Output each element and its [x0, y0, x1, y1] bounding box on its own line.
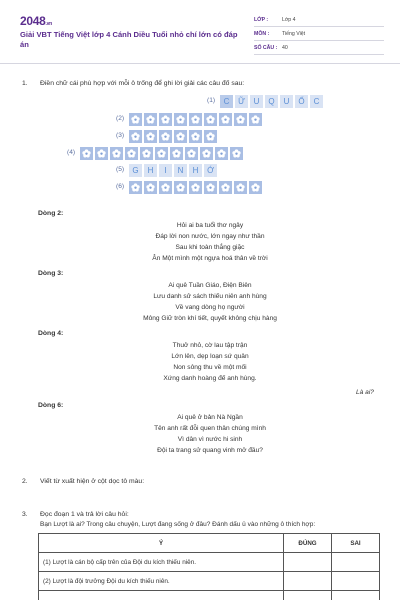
true-checkbox-cell[interactable] [284, 553, 332, 571]
letter-cell[interactable]: Ớ [204, 164, 217, 177]
flower-icon [131, 183, 140, 192]
letter-cell[interactable]: C [310, 95, 323, 108]
question-3-instruction: Bạn Lượt là ai? Trong câu chuyện, Lượt đang sống ở đâu? Đánh dấu ü vào những ô thích hợp: [40, 521, 316, 528]
table-row [39, 572, 379, 591]
poem-line: Tên anh rất đỗi quen thân chúng mình [154, 425, 266, 432]
blank-cell[interactable] [189, 130, 202, 143]
flower-icon [176, 132, 185, 141]
poem-line: Ai quê Tuần Giáo, Điện Biên [168, 282, 252, 289]
blank-cell[interactable] [230, 147, 243, 160]
blank-cell[interactable] [110, 147, 123, 160]
blank-cell[interactable] [174, 181, 187, 194]
question-number: 2. [22, 478, 28, 485]
flower-icon [251, 183, 260, 192]
question-number: 3. [22, 511, 28, 518]
flower-icon [127, 149, 136, 158]
blank-cell[interactable] [159, 113, 172, 126]
flower-icon [191, 132, 200, 141]
letter-cell[interactable]: Q [265, 95, 278, 108]
riddle-question: Là ai? [356, 389, 374, 396]
blank-cell[interactable] [144, 130, 157, 143]
meta-key: LỚP : [254, 16, 269, 23]
poem-line: Về vang dòng họ người [175, 304, 245, 311]
row-statement: (2) Lượt là đội trưởng Đội du kích thiếu niên. [39, 572, 284, 590]
document-header [0, 0, 400, 64]
blank-cell[interactable] [174, 113, 187, 126]
flower-icon [236, 115, 245, 124]
poem-line: Đội ta trang sử quang vinh mở đầu? [157, 447, 263, 454]
poem-line: Vì dân vì nước hi sinh [177, 436, 243, 443]
flower-icon [206, 183, 215, 192]
flower-icon [221, 183, 230, 192]
letter-cell[interactable]: I [159, 164, 172, 177]
blank-cell[interactable] [204, 181, 217, 194]
blank-cell[interactable] [234, 181, 247, 194]
blank-cell[interactable] [174, 130, 187, 143]
flower-icon [202, 149, 211, 158]
poem-line: Đáp lời non nước, lớn ngay như thần [155, 233, 265, 240]
flower-icon [146, 115, 155, 124]
crossword-grid [0, 95, 400, 195]
blank-cell[interactable] [204, 130, 217, 143]
blank-cell[interactable] [159, 181, 172, 194]
table-row [39, 591, 379, 600]
question-text: Đọc đoạn 1 và trả lời câu hỏi: [40, 511, 129, 518]
poem-line: Thuở nhỏ, cờ lau tập trận [172, 342, 248, 349]
blank-cell[interactable] [144, 181, 157, 194]
letter-cell[interactable]: H [144, 164, 157, 177]
stanza-label: Dòng 2: [38, 210, 64, 217]
poem-line: Non sông thu về một mối [173, 364, 247, 371]
letter-cell[interactable]: Ố [295, 95, 308, 108]
row-label: (1) [207, 97, 216, 104]
row-label: (4) [67, 149, 76, 156]
site-logo[interactable] [20, 14, 52, 28]
blank-cell[interactable] [170, 147, 183, 160]
blank-cell[interactable] [159, 130, 172, 143]
poem-line: Xứng danh hoàng đế anh hùng. [163, 375, 257, 382]
question-1 [22, 80, 244, 87]
false-checkbox-cell[interactable] [332, 553, 379, 571]
meta-value: Tiếng Việt [282, 30, 306, 37]
blank-cell[interactable] [80, 147, 93, 160]
true-checkbox-cell[interactable] [284, 591, 332, 600]
row-label: (3) [116, 132, 125, 139]
blank-cell[interactable] [249, 113, 262, 126]
blank-cell[interactable] [219, 181, 232, 194]
letter-cell[interactable]: H [189, 164, 202, 177]
poem-line: Ai quê ở bản Nà Ngần [177, 414, 243, 421]
question-text: Viết từ xuất hiện ở cột dọc tô màu: [40, 478, 145, 485]
stanza-label: Dòng 6: [38, 402, 64, 409]
letter-cell[interactable]: N [174, 164, 187, 177]
poem-line: Lưu danh sử sách thiếu niên anh hùng [153, 293, 267, 300]
flower-icon [236, 183, 245, 192]
letter-cell[interactable]: U [250, 95, 263, 108]
stanza-label: Dòng 4: [38, 330, 64, 337]
table-header-row [39, 534, 379, 553]
row-label: (6) [116, 183, 125, 190]
blank-cell[interactable] [219, 113, 232, 126]
blank-cell[interactable] [129, 181, 142, 194]
blank-cell[interactable] [140, 147, 153, 160]
question-number: 1. [22, 80, 28, 87]
flower-icon [251, 115, 260, 124]
meta-key: MÔN : [254, 30, 270, 37]
flower-icon [206, 132, 215, 141]
blank-cell[interactable] [234, 113, 247, 126]
flower-icon [206, 115, 215, 124]
letter-cell[interactable]: U [280, 95, 293, 108]
blank-cell[interactable] [129, 113, 142, 126]
meta-row-count [254, 41, 384, 55]
header-idea: Ý [39, 534, 284, 552]
flower-icon [176, 115, 185, 124]
letter-cell[interactable]: G [129, 164, 142, 177]
blank-cell[interactable] [125, 147, 138, 160]
logo-text: 2048 [20, 14, 46, 28]
flower-icon [232, 149, 241, 158]
letter-cell[interactable]: Ữ [235, 95, 248, 108]
false-checkbox-cell[interactable] [332, 591, 379, 600]
header-false: SAI [350, 539, 361, 547]
flower-icon [172, 149, 181, 158]
row-label: (5) [116, 166, 125, 173]
meta-value: Lớp 4 [282, 16, 296, 23]
document-title: Giải VBT Tiếng Việt lớp 4 Cánh Diều Tuổi nhỏ chí lớn có đáp án [20, 30, 238, 49]
flower-icon [161, 132, 170, 141]
flower-icon [146, 132, 155, 141]
blank-cell[interactable] [155, 147, 168, 160]
row-label: (2) [116, 115, 125, 122]
stanza-label: Dòng 3: [38, 270, 64, 277]
poem-line: Hỏi ai ba tuổi thơ ngây [176, 222, 244, 229]
logo-suffix: .vn [45, 21, 52, 27]
meta-key: SỐ CÂU : [254, 44, 278, 51]
flower-icon [142, 149, 151, 158]
blank-cell[interactable] [204, 113, 217, 126]
flower-icon [221, 115, 230, 124]
blank-cell[interactable] [215, 147, 228, 160]
meta-value: 40 [282, 44, 288, 51]
poem-line: Ân Một mình một ngựa hoá thân về trời [152, 255, 268, 262]
table-row [39, 553, 379, 572]
flower-icon [217, 149, 226, 158]
row-statement [39, 591, 284, 600]
question-2 [22, 478, 144, 485]
poem-line: Sau khi toàn thắng giặc [175, 244, 245, 251]
blank-cell[interactable] [95, 147, 108, 160]
flower-icon [161, 115, 170, 124]
document-meta [254, 13, 384, 55]
flower-icon [97, 149, 106, 158]
blank-cell[interactable] [200, 147, 213, 160]
question-3 [22, 511, 129, 518]
poem-line: Mông Giữ tròn khí tiết, quyết không chịu hàng [143, 315, 277, 322]
letter-cell[interactable]: C [220, 95, 233, 108]
flower-icon [146, 183, 155, 192]
meta-row-class [254, 13, 384, 27]
false-checkbox-cell[interactable] [332, 572, 379, 590]
flower-icon [176, 183, 185, 192]
blank-cell[interactable] [144, 113, 157, 126]
flower-icon [82, 149, 91, 158]
poem-line: Lớn lên, dẹp loạn sứ quân [171, 353, 249, 360]
meta-row-subject [254, 27, 384, 41]
flower-icon [131, 115, 140, 124]
flower-icon [161, 183, 170, 192]
blank-cell[interactable] [189, 113, 202, 126]
flower-icon [191, 115, 200, 124]
flower-icon [187, 149, 196, 158]
row-statement: (1) Lượt là cán bộ cấp trên của Đội du kích thiếu niên. [39, 553, 284, 571]
answer-table [38, 533, 380, 600]
blank-cell[interactable] [189, 181, 202, 194]
question-text: Điền chữ cái phù hợp với mỗi ô trống để ghi lời giải các câu đố sau: [40, 80, 245, 87]
flower-icon [131, 132, 140, 141]
flower-icon [191, 183, 200, 192]
blank-cell[interactable] [185, 147, 198, 160]
true-checkbox-cell[interactable] [284, 572, 332, 590]
flower-icon [157, 149, 166, 158]
flower-icon [112, 149, 121, 158]
header-true: ĐÚNG [284, 534, 332, 552]
blank-cell[interactable] [129, 130, 142, 143]
blank-cell[interactable] [249, 181, 262, 194]
